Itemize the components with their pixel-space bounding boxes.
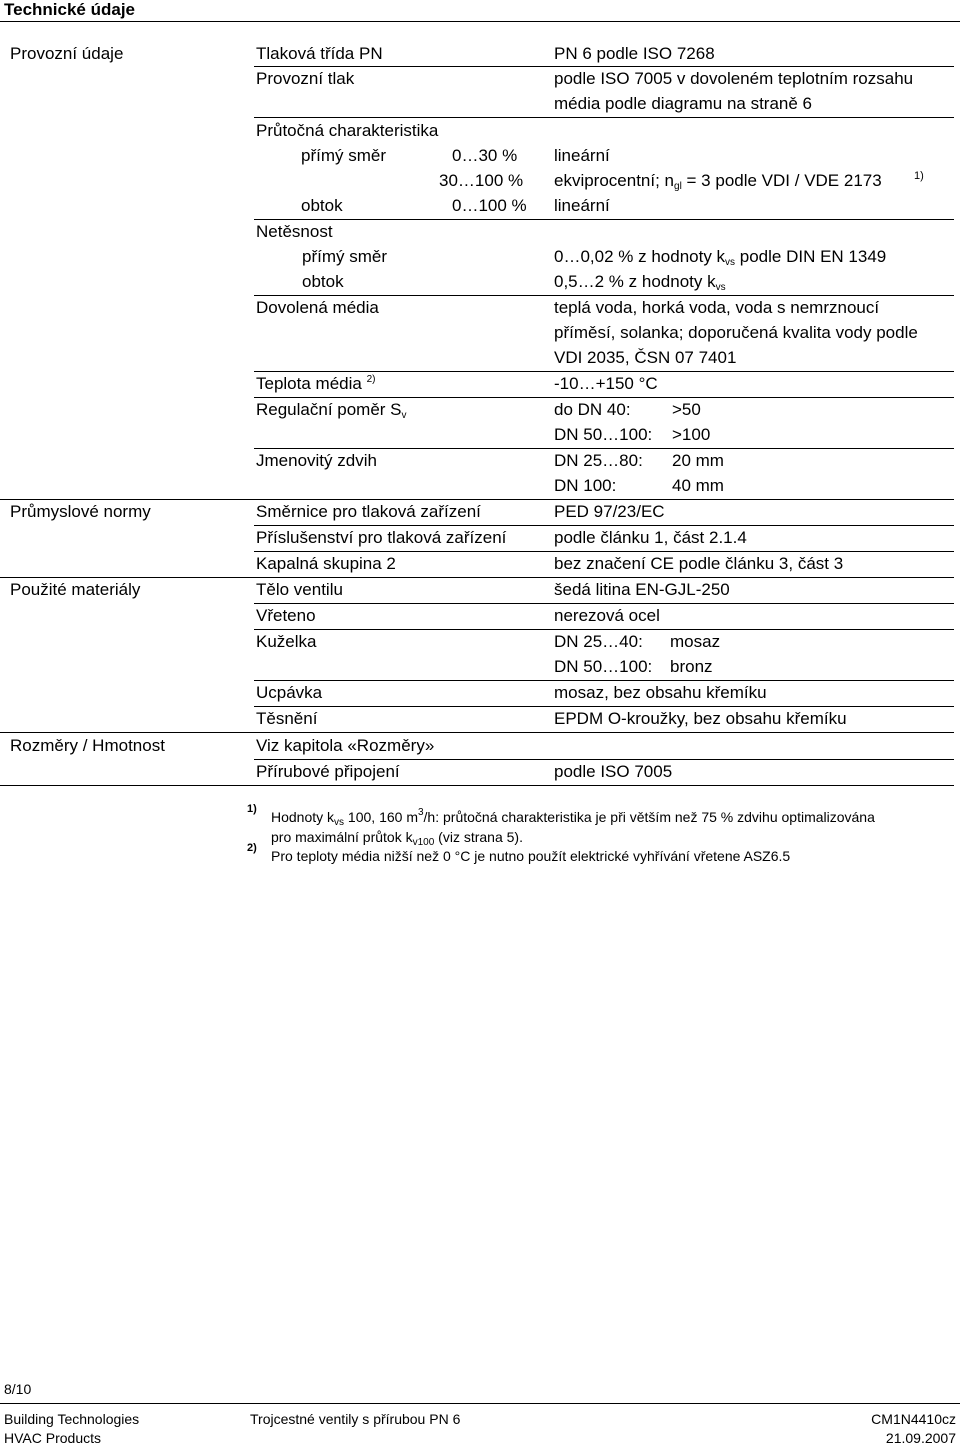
key-dn50-100: DN 50…100:	[554, 425, 653, 444]
value-20mm: 20 mm	[672, 451, 724, 470]
value-smernice: PED 97/23/EC	[554, 502, 665, 521]
label-primy-smer: přímý směr	[301, 146, 386, 165]
key-do-dn40: do DN 40:	[554, 400, 631, 419]
footer-doc-code: CM1N4410cz	[871, 1411, 956, 1427]
section-separator	[0, 732, 954, 733]
range-0-100: 0…100 %	[452, 196, 527, 215]
value-ucpavka: mosaz, bez obsahu křemíku	[554, 683, 767, 702]
value-teplota-media: -10…+150 °C	[554, 374, 658, 393]
footer-date: 21.09.2007	[885, 1430, 956, 1446]
label-telo-ventilu: Tělo ventilu	[256, 580, 343, 599]
label-netesnost: Netěsnost	[256, 222, 333, 241]
label-dovolena-media: Dovolená média	[256, 298, 379, 317]
value-linearni-2: lineární	[554, 196, 610, 215]
page-title: Technické údaje	[4, 0, 136, 19]
value-prislusenstvi: podle článku 1, část 2.1.4	[554, 528, 747, 547]
key-dn25-80: DN 25…80:	[554, 451, 643, 470]
value-ekviprocentni: ekviprocentní; $n_{gl} = 3$ podle VDI / VDE 2173	[554, 171, 882, 192]
label-viz-kapitola: Viz kapitola «Rozměry»	[256, 736, 435, 755]
footer-rule	[0, 1403, 960, 1404]
value-linearni-1: lineární	[554, 146, 610, 165]
row-separator	[254, 629, 954, 630]
row-separator	[254, 680, 954, 681]
footnote-1-line-1: Hodnoty $k_{vs}$ 100, 160 $m^3/h$: průtočná charakteristika je při větším než 75 % zdvihu optimalizována	[271, 807, 875, 828]
header-rule	[0, 21, 960, 22]
range-0-30: 0…30 %	[452, 146, 518, 165]
value-40mm: 40 mm	[672, 476, 724, 495]
label-obtok: obtok	[301, 196, 343, 215]
value-bronz: bronz	[670, 657, 713, 676]
key-dn50-100-kuzelka: DN 50…100:	[554, 657, 653, 676]
footnote-marker-2: 2)	[247, 842, 257, 854]
row-separator	[254, 525, 954, 526]
label-vreteno: Vřeteno	[256, 606, 316, 625]
label-regulacni-pomer: Regulační poměr $S_v$	[256, 400, 407, 421]
value-prirubove: podle ISO 7005	[554, 762, 673, 781]
footer-company: Building Technologies	[4, 1411, 140, 1427]
label-netesnost-primy: přímý směr	[302, 247, 387, 266]
value-gt100: >100	[672, 425, 711, 444]
range-30-100: 30…100 %	[439, 171, 524, 190]
value-gt50: >50	[672, 400, 701, 419]
section-materialy: Použité materiály	[10, 580, 141, 599]
label-ucpavka: Ucpávka	[256, 683, 323, 702]
row-separator	[254, 603, 954, 604]
page-number: 8/10	[4, 1381, 32, 1397]
value-tlakova-trida: PN 6 podle ISO 7268	[554, 44, 715, 63]
footnote-ref-1: 1)	[914, 170, 924, 182]
value-provozni-tlak-2: média podle diagramu na straně 6	[554, 94, 812, 113]
section-separator	[0, 577, 954, 578]
row-separator	[254, 371, 954, 372]
value-telo-ventilu: šedá litina EN-GJL-250	[554, 580, 730, 599]
label-prislusenstvi: Příslušenství pro tlaková zařízení	[256, 528, 507, 547]
row-separator	[254, 448, 954, 449]
footer-division: HVAC Products	[4, 1430, 101, 1446]
value-media-3: VDI 2035, ČSN 07 7401	[554, 348, 737, 367]
value-media-1: teplá voda, horká voda, voda s nemrznoucí	[554, 298, 880, 317]
key-dn100: DN 100:	[554, 476, 617, 495]
value-netesnost-obtok: 0,5…2 % z hodnoty $k_{vs}$	[554, 272, 726, 293]
label-jmenovity-zdvih: Jmenovitý zdvih	[256, 451, 377, 470]
label-prirubove: Přírubové připojení	[256, 762, 400, 781]
label-prutocna: Průtočná charakteristika	[256, 121, 439, 140]
footnote-1-line-2: pro maximální průtok $k_{v100}$ (viz strana 5).	[271, 829, 523, 848]
value-vreteno: nerezová ocel	[554, 606, 660, 625]
label-kuzelka: Kuželka	[256, 632, 317, 651]
footer-doc-title: Trojcestné ventily s přírubou PN 6	[250, 1411, 461, 1427]
footnote-marker-1: 1)	[247, 803, 257, 815]
value-provozni-tlak-1: podle ISO 7005 v dovoleném teplotním rozsahu	[554, 69, 914, 88]
label-provozni-tlak: Provozní tlak	[256, 69, 355, 88]
row-separator	[254, 551, 954, 552]
section-normy: Průmyslové normy	[10, 502, 151, 521]
row-separator	[254, 759, 954, 760]
section-rozmery: Rozměry / Hmotnost	[10, 736, 165, 755]
section-provozni: Provozní údaje	[10, 44, 124, 63]
row-separator	[254, 117, 954, 118]
row-separator	[254, 66, 954, 67]
label-tlakova-trida: Tlaková třída PN	[256, 44, 383, 63]
footnote-2: Pro teploty média nižší než 0 °C je nutno použít elektrické vyhřívání vřetene ASZ6.5	[271, 848, 791, 864]
value-media-2: příměsí, solanka; doporučená kvalita vody podle	[554, 323, 918, 342]
section-separator	[0, 785, 954, 786]
value-netesnost-primy: 0…0,02 % z hodnoty $k_{vs}$ podle DIN EN 1349	[554, 247, 887, 268]
label-tesneni: Těsnění	[256, 709, 318, 728]
value-mosaz: mosaz	[670, 632, 721, 651]
label-teplota-media: Teplota média $^{2)}$	[256, 374, 376, 393]
key-dn25-40: DN 25…40:	[554, 632, 643, 651]
label-smernice: Směrnice pro tlaková zařízení	[256, 502, 481, 521]
row-separator	[254, 706, 954, 707]
row-separator	[254, 219, 954, 220]
value-kapalna-skupina: bez značení CE podle článku 3, část 3	[554, 554, 844, 573]
row-separator	[254, 397, 954, 398]
label-netesnost-obtok: obtok	[302, 272, 344, 291]
value-tesneni: EPDM O-kroužky, bez obsahu křemíku	[554, 709, 847, 728]
section-separator	[0, 499, 954, 500]
label-kapalna-skupina: Kapalná skupina 2	[256, 554, 396, 573]
row-separator	[254, 295, 954, 296]
